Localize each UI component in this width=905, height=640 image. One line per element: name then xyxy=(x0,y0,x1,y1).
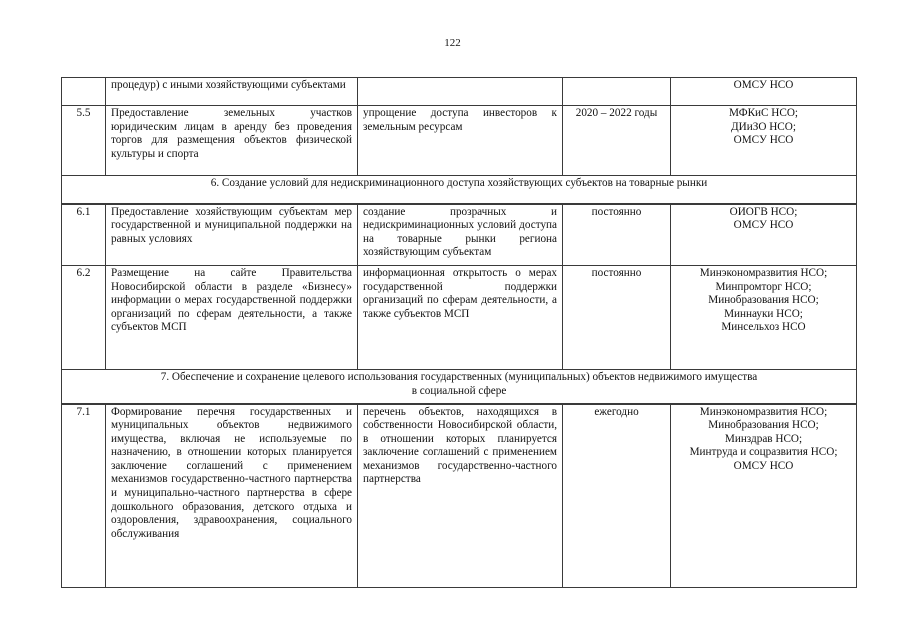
measures-table xyxy=(61,77,857,588)
executor: ОМСУ НСО xyxy=(733,219,794,232)
term-cell xyxy=(563,78,671,106)
term-cell: 2020 – 2022 годы xyxy=(563,106,671,176)
task-cell: Предоставление хозяйствующим субъектам мер государственной и муниципальной поддержки на равных условиях xyxy=(106,204,358,266)
section-7-title-line: 7. Обеспечение и сохранение целевого использования государственных (муниципальных) объектов недвижимого имущества xyxy=(160,371,758,383)
section-7-title xyxy=(62,370,857,404)
executor: ОИОГВ НСО; xyxy=(729,205,798,218)
section-6-title: 6. Создание условий для недискриминационного доступа хозяйствующих субъектов на товарные рынки xyxy=(62,176,857,204)
executor: Минобразования НСО; xyxy=(708,419,819,432)
table-row xyxy=(62,78,857,106)
executors-cell xyxy=(671,266,857,370)
task-cell: Предоставление земельных участков юридическим лицам в аренду без проведения торгов для размещения объектов физической культуры и спорта xyxy=(106,106,358,176)
row-number: 5.5 xyxy=(62,106,106,176)
table-row xyxy=(62,266,857,370)
executor: Миннауки НСО; xyxy=(724,307,803,320)
executor: ОМСУ НСО xyxy=(733,459,794,472)
term-cell: ежегодно xyxy=(563,404,671,588)
row-number: 6.2 xyxy=(62,266,106,370)
section-7-title-line: в социальной сфере xyxy=(411,384,507,397)
row-number xyxy=(62,78,106,106)
executor: Минобразования НСО; xyxy=(708,294,819,307)
executors-cell xyxy=(671,106,857,176)
result-cell xyxy=(358,78,563,106)
task-cell: процедур) с иными хозяйствующими субъектами xyxy=(106,78,358,106)
executors-cell xyxy=(671,78,857,106)
result-cell: информационная открытость о мерах государственной поддержки организаций по сферам деятельности, а также субъектов МСП xyxy=(358,266,563,370)
result-cell: создание прозрачных и недискриминационных условий доступа на товарные рынки региона хозяйствующим субъектам xyxy=(358,204,563,266)
executor: ОМСУ НСО xyxy=(733,79,794,91)
table-row xyxy=(62,404,857,588)
term-cell: постоянно xyxy=(563,204,671,266)
executor: Минздрав НСО; xyxy=(724,432,803,445)
table-row xyxy=(62,204,857,266)
executors-cell xyxy=(671,404,857,588)
executor: Минсельхоз НСО xyxy=(721,321,806,334)
executors-cell xyxy=(671,204,857,266)
executor: МФКиС НСО; xyxy=(728,107,799,119)
result-cell: перечень объектов, находящихся в собственности Новосибирской области, в отношении которых планируется заключение соглашений с применением механизмов государственно-частного партнерства xyxy=(358,404,563,588)
row-number: 7.1 xyxy=(62,404,106,588)
executor: Минэкономразвития НСО; xyxy=(699,405,828,418)
executor: Минтруда и соцразвития НСО; xyxy=(689,446,838,459)
term-cell: постоянно xyxy=(563,266,671,370)
page-number: 122 xyxy=(444,37,461,49)
executor: Минэкономразвития НСО; xyxy=(699,267,828,279)
section-header-row xyxy=(62,176,857,204)
table-row xyxy=(62,106,857,176)
task-cell: Размещение на сайте Правительства Новосибирской области в разделе «Бизнесу» информации о мерах государственной поддержки организаций по сферам деятельности, а также субъектов МСП xyxy=(106,266,358,370)
row-number: 6.1 xyxy=(62,204,106,266)
task-cell: Формирование перечня государственных и муниципальных объектов недвижимого имущества, включая не используемые по назначению, в отношении которых планируется заключение соглашений с применением механизмов государственно-частного партнерства и муниципально-частного партнерства в сфере дошкольного образования, детского отдыха и оздоровления, здравоохранения, социального обслуживания xyxy=(106,404,358,588)
result-cell: упрощение доступа инвесторов к земельным ресурсам xyxy=(358,106,563,176)
section-header-row xyxy=(62,370,857,404)
executor: Минпромторг НСО; xyxy=(715,280,812,293)
executor: ОМСУ НСО xyxy=(733,134,794,147)
executor: ДИиЗО НСО; xyxy=(731,120,796,133)
